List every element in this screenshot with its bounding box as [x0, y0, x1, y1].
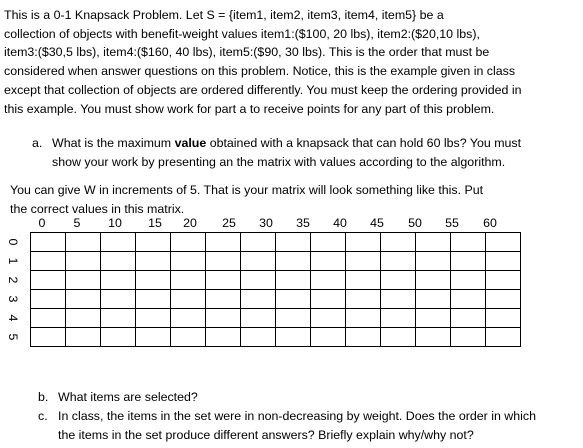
column-header: 5: [73, 216, 81, 230]
question-c-line-2: the items in the set produce different answers? Briefly explain why/why not?: [58, 427, 474, 442]
matrix-row: [31, 252, 521, 271]
matrix-cell: [451, 271, 486, 290]
matrix-cell: [276, 252, 311, 271]
matrix-cell: [206, 290, 241, 309]
matrix-cell: [171, 271, 206, 290]
matrix-cell: [101, 252, 136, 271]
matrix-cell: [66, 252, 101, 271]
matrix-cell: [136, 309, 171, 328]
column-header: 45: [370, 216, 384, 230]
matrix-cell: [346, 328, 381, 347]
question-a-text-after: obtained with a knapsack that can hold 60 lbs? You must: [206, 136, 522, 150]
column-header: 10: [108, 216, 122, 230]
matrix-cell: [311, 271, 346, 290]
matrix-cell: [451, 233, 486, 252]
matrix-cell: [171, 233, 206, 252]
matrix-cell: [381, 252, 416, 271]
matrix-cell: [381, 233, 416, 252]
matrix-cell: [451, 328, 486, 347]
matrix-cell: [486, 233, 521, 252]
matrix-cell: [451, 252, 486, 271]
matrix-cell: [241, 309, 276, 328]
matrix-instructions: [10, 181, 483, 218]
question-c-line-1: In class, the items in the set were in non-decreasing by weight. Does the order in which: [58, 409, 536, 423]
matrix-cell: [346, 271, 381, 290]
matrix-cell: [66, 309, 101, 328]
question-b-text: What items are selected?: [58, 390, 198, 404]
intro-line: considered when answer questions on this problem. Notice, this is the example given in class: [4, 64, 516, 79]
question-a: [32, 134, 577, 171]
matrix-cell: [31, 290, 66, 309]
question-b-marker: b.: [38, 390, 49, 404]
column-header: 60: [483, 216, 497, 230]
matrix-cell: [136, 233, 171, 252]
matrix-row: [31, 309, 521, 328]
matrix-cell: [346, 252, 381, 271]
matrix-cell: [311, 233, 346, 252]
question-b: [38, 388, 578, 407]
matrix-cell: [31, 233, 66, 252]
matrix-cell: [206, 252, 241, 271]
question-c-marker: c.: [38, 409, 48, 423]
column-header: 20: [183, 216, 197, 230]
matrix-cell: [206, 271, 241, 290]
matrix-cell: [101, 271, 136, 290]
column-header: 40: [333, 216, 347, 230]
matrix-cell: [66, 233, 101, 252]
matrix-cell: [381, 290, 416, 309]
matrix-cell: [276, 309, 311, 328]
question-c: [38, 407, 578, 444]
matrix-cell: [31, 271, 66, 290]
matrix-cell: [311, 290, 346, 309]
matrix-cell: [206, 328, 241, 347]
column-header: 25: [222, 216, 236, 230]
matrix-cell: [101, 328, 136, 347]
matrix-cell: [171, 252, 206, 271]
row-header: 5: [6, 333, 20, 341]
matrix-cell: [241, 252, 276, 271]
column-header: 30: [259, 216, 273, 230]
matrix-cell: [486, 271, 521, 290]
matrix-cell: [206, 233, 241, 252]
column-header: 35: [296, 216, 310, 230]
matrix-cell: [241, 328, 276, 347]
question-a-line-2: show your work by presenting an the matrix with values according to the algorithm.: [52, 154, 506, 169]
intro-line: This is a 0-1 Knapsack Problem. Let S = {item1, item2, item3, item4, item5} be a: [4, 8, 444, 22]
column-header: 50: [408, 216, 422, 230]
row-header: 2: [6, 276, 20, 284]
instruction-line: You can give W in increments of 5. That is your matrix will look something like this. Put: [10, 183, 484, 197]
column-header: 0: [38, 216, 46, 230]
problem-intro: [4, 6, 581, 118]
matrix-cell: [66, 328, 101, 347]
column-header: 15: [148, 216, 162, 230]
matrix-cell: [486, 309, 521, 328]
intro-line: item3:($30,5 lbs), item4:($160, 40 lbs), item5:($90, 30 lbs). This is the order that must be: [4, 45, 490, 60]
matrix-cell: [136, 328, 171, 347]
matrix-cell: [136, 290, 171, 309]
matrix-cell: [416, 309, 451, 328]
question-a-marker: a.: [32, 136, 43, 150]
question-a-line-1: [52, 134, 577, 153]
matrix-cell: [206, 309, 241, 328]
question-c-body: [58, 407, 578, 444]
intro-line: this example. You must show work for part a to receive points for any part of this problem.: [4, 101, 495, 116]
matrix-cell: [31, 252, 66, 271]
matrix-cell: [136, 252, 171, 271]
row-header: 1: [6, 257, 20, 265]
row-header: 0: [6, 238, 20, 246]
matrix-cell: [241, 290, 276, 309]
matrix-cell: [311, 328, 346, 347]
matrix-cell: [346, 290, 381, 309]
instruction-line: the correct values in this matrix.: [10, 201, 185, 216]
matrix-cell: [311, 309, 346, 328]
matrix-cell: [276, 271, 311, 290]
matrix-cell: [276, 233, 311, 252]
matrix-cell: [416, 252, 451, 271]
column-header: 55: [445, 216, 459, 230]
matrix-cell: [171, 290, 206, 309]
matrix-column-headers: [0, 216, 583, 232]
matrix-cell: [31, 328, 66, 347]
matrix-cell: [486, 252, 521, 271]
matrix-cell: [101, 309, 136, 328]
matrix-cell: [101, 290, 136, 309]
matrix-cell: [171, 309, 206, 328]
matrix-cell: [66, 271, 101, 290]
matrix-cell: [241, 233, 276, 252]
matrix-cell: [416, 233, 451, 252]
matrix-cell: [416, 290, 451, 309]
intro-line: except that collection of objects are ordered differently. You must keep the ordering provided in: [4, 82, 522, 97]
matrix-cell: [276, 328, 311, 347]
question-a-bold-word: value: [174, 136, 207, 150]
matrix-cell: [416, 271, 451, 290]
matrix-cell: [136, 271, 171, 290]
knapsack-matrix: [30, 232, 521, 347]
matrix-cell: [276, 290, 311, 309]
row-header: 3: [6, 295, 20, 303]
matrix-cell: [451, 309, 486, 328]
matrix-cell: [416, 328, 451, 347]
matrix-row: [31, 328, 521, 347]
matrix-cell: [381, 328, 416, 347]
matrix-row: [31, 233, 521, 252]
matrix-cell: [66, 290, 101, 309]
matrix-cell: [381, 309, 416, 328]
matrix-row: [31, 271, 521, 290]
matrix-cell: [381, 271, 416, 290]
row-header: 4: [6, 314, 20, 322]
matrix-cell: [486, 328, 521, 347]
matrix-cell: [451, 290, 486, 309]
matrix-cell: [311, 252, 346, 271]
matrix-cell: [346, 233, 381, 252]
matrix-table: [30, 232, 521, 347]
matrix-cell: [241, 271, 276, 290]
question-b-body: [58, 388, 578, 407]
matrix-cell: [346, 309, 381, 328]
matrix-cell: [171, 328, 206, 347]
matrix-row: [31, 290, 521, 309]
question-a-text-before: What is the maximum: [52, 136, 175, 150]
matrix-cell: [486, 290, 521, 309]
matrix-cell: [31, 309, 66, 328]
matrix-cell: [101, 233, 136, 252]
question-a-body: [52, 134, 577, 171]
intro-line: collection of objects with benefit-weight values item1:($100, 20 lbs), item2:($20,10 lbs),: [4, 26, 480, 41]
